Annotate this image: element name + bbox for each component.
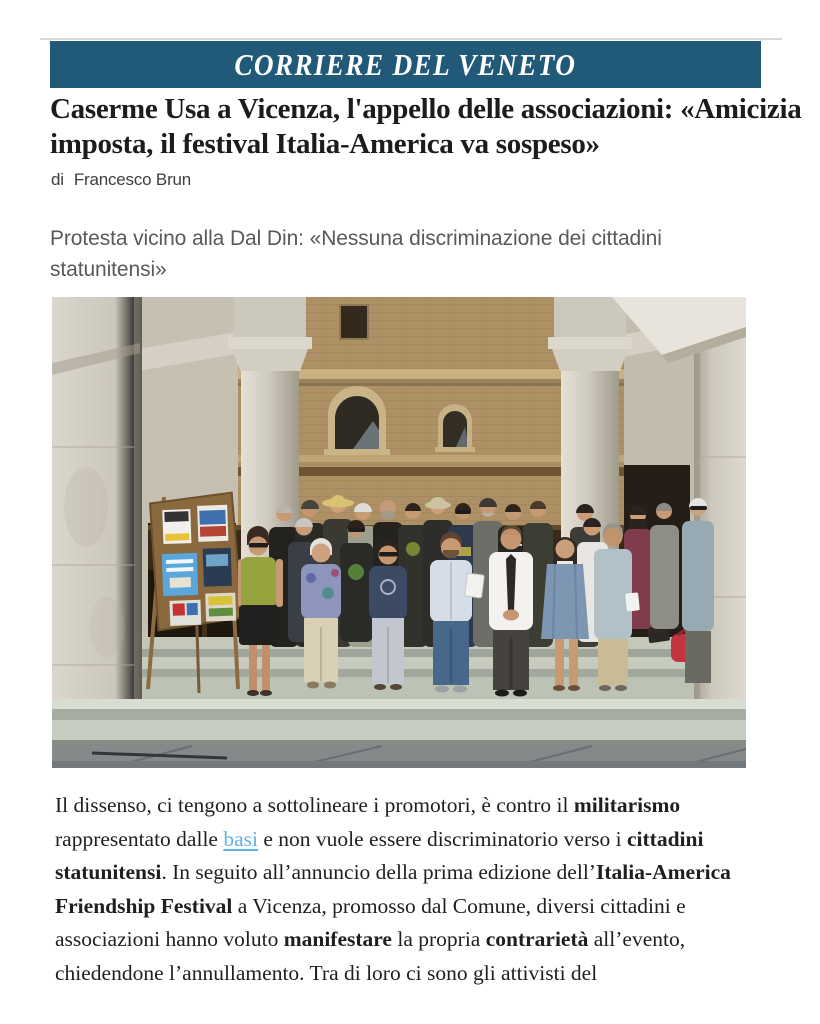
subhead-line-2: statunitensi»: [50, 258, 167, 281]
body-text: Il dissenso, ci tengono a sottolineare i promotori, è contro il: [55, 793, 574, 817]
body-bold-text: cittadini statunitensi: [55, 826, 704, 885]
article-photo: [52, 297, 746, 768]
foreground-steps: [52, 699, 746, 768]
masthead-title: CORRIERE DEL VENETO: [234, 46, 577, 82]
upper-window: [340, 305, 368, 339]
top-rule: [40, 38, 782, 40]
inline-link[interactable]: basi: [223, 826, 258, 851]
body-text: a Vicenza, promosso dal Comune, diversi cittadini e associazioni hanno voluto: [55, 893, 686, 952]
body-bold-text: militarismo: [573, 793, 681, 817]
left-pillar: [52, 297, 142, 729]
body-text: rappresentato dalle: [55, 826, 224, 851]
article-subhead: [50, 223, 760, 285]
headline-line-2: imposta, il festival Italia-America va sospeso»: [50, 128, 600, 160]
body-bold-text: Italia-America Friendship Festival: [55, 860, 731, 918]
article-body: [55, 789, 762, 991]
byline-prefix: di: [51, 170, 64, 189]
author-link[interactable]: Francesco Brun: [73, 170, 192, 189]
byline: [51, 170, 191, 190]
body-text: . In seguito all’annuncio della prima edizione dell’: [161, 860, 596, 885]
body-text: all’evento, chiedendone l’annullamento. Tra di loro ci sono gli attivisti del: [55, 927, 686, 985]
body-text: e non vuole essere discriminatorio verso i: [257, 826, 627, 851]
subhead-line-1: Protesta vicino alla Dal Din: «Nessuna discriminazione dei cittadini: [50, 227, 662, 250]
article-headline: [50, 92, 802, 162]
headline-line-1: Caserme Usa a Vicenza, l'appello delle associazioni: «Amicizia: [50, 93, 802, 125]
body-text: la propria: [391, 927, 486, 952]
elderly-man: [682, 498, 714, 683]
body-bold-text: contrarietà: [485, 927, 589, 952]
body-bold-text: manifestare: [283, 927, 392, 952]
photo-illustration: [52, 297, 746, 768]
masthead-banner[interactable]: [50, 41, 761, 88]
